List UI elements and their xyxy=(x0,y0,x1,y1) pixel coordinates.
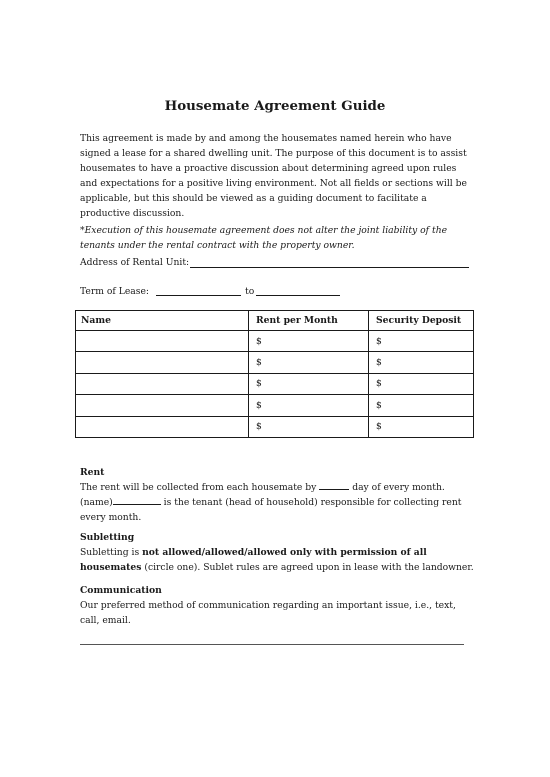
name-cell[interactable] xyxy=(76,373,249,394)
rent-text-a: The rent will be collected from each housemate by xyxy=(80,482,317,493)
deposit-cell[interactable]: $ xyxy=(369,395,474,416)
rent-cell[interactable]: $ xyxy=(249,373,369,394)
rent-text-d: is the tenant (head of household) responsible for collecting rent every month. xyxy=(80,497,462,523)
rent-text-c: (name) xyxy=(80,497,113,508)
subletting-heading: Subletting xyxy=(80,532,135,543)
name-cell[interactable] xyxy=(76,331,249,352)
document-title: Housemate Agreement Guide xyxy=(164,98,386,114)
table-row xyxy=(76,373,474,394)
rent-collector-field[interactable] xyxy=(113,495,161,505)
rent-cell[interactable]: $ xyxy=(249,331,369,352)
communication-text: Our preferred method of communication regarding an important issue, i.e., text, call, email. xyxy=(80,600,456,626)
term-end-field[interactable] xyxy=(256,295,340,296)
header-rent: Rent per Month xyxy=(249,311,369,331)
term-start-field[interactable] xyxy=(156,295,241,296)
term-label: Term of Lease: xyxy=(80,286,149,297)
deposit-cell[interactable]: $ xyxy=(369,331,474,352)
subletting-text xyxy=(80,545,476,575)
name-cell[interactable] xyxy=(76,352,249,373)
rent-heading: Rent xyxy=(80,467,105,478)
rent-cell[interactable]: $ xyxy=(249,416,369,437)
rent-text xyxy=(80,480,476,525)
table-row xyxy=(76,352,474,373)
rent-text-b: day of every month. xyxy=(352,482,445,493)
subletting-text-a: Subletting is xyxy=(80,547,140,558)
deposit-cell[interactable]: $ xyxy=(369,416,474,437)
name-cell[interactable] xyxy=(76,395,249,416)
table-header-row xyxy=(76,311,474,331)
deposit-cell[interactable]: $ xyxy=(369,352,474,373)
table-row xyxy=(76,395,474,416)
rent-day-field[interactable] xyxy=(319,480,349,490)
rent-cell[interactable]: $ xyxy=(249,395,369,416)
answer-line[interactable] xyxy=(80,644,464,645)
term-to-label: to xyxy=(245,286,255,297)
table-row xyxy=(76,331,474,352)
communication-heading: Communication xyxy=(80,585,162,596)
table-row xyxy=(76,416,474,437)
subletting-text-b: (circle one). Sublet rules are agreed upon in lease with the landowner. xyxy=(144,562,474,573)
name-cell[interactable] xyxy=(76,416,249,437)
header-deposit: Security Deposit xyxy=(369,311,474,331)
housemate-table xyxy=(75,310,474,438)
address-label: Address of Rental Unit: xyxy=(80,257,190,268)
deposit-cell[interactable]: $ xyxy=(369,373,474,394)
liability-note: *Execution of this housemate agreement does not alter the joint liability of the tenants under the rental contract with the property owner. xyxy=(80,225,448,251)
header-name: Name xyxy=(76,311,249,331)
intro-paragraph: This agreement is made by and among the housemates named herein who have signed a lease for a shared dwelling unit. The purpose of this document is to assist housemates to have a proactive discussion about determining agreed upon rules and expectations for a positive living environment. Not all fields or sections will be applicable, but this should be viewed as a guiding document to facilitate a productive discussion. xyxy=(80,133,467,219)
subletting-options[interactable]: not allowed/allowed/allowed only with permission of all housemates xyxy=(80,547,427,573)
rent-cell[interactable]: $ xyxy=(249,352,369,373)
address-field[interactable] xyxy=(190,267,469,268)
